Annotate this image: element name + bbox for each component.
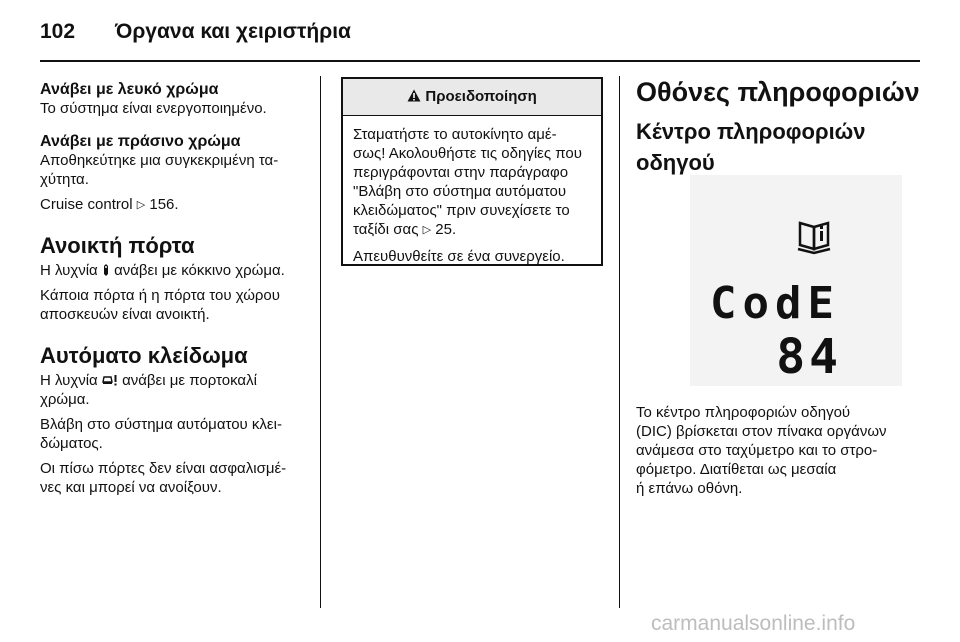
warning-line: κλειδώματος" πριν συνεχίσετε το — [353, 202, 570, 219]
auto-lock-lamp-pre: Η λυχνία — [40, 372, 98, 389]
cruise-control-ref-text: Cruise control — [40, 196, 133, 213]
warning-line: περιγράφονται στην παράγραφο — [353, 164, 569, 181]
cruise-control-ref-page: 156. — [149, 196, 179, 213]
reference-arrow-icon: ▷ — [136, 199, 146, 211]
green-light-heading: Ανάβει με πράσινο χρώμα — [40, 133, 241, 150]
cruise-control-ref[interactable] — [40, 195, 312, 216]
warning-last-line-text: ταξίδι σας — [353, 221, 419, 238]
open-door-lamp-pre: Η λυχνία — [40, 262, 98, 279]
warning-last-line[interactable] — [353, 220, 591, 241]
open-door-icon — [102, 262, 114, 279]
dic-display-image — [690, 175, 902, 386]
warning-body — [343, 116, 601, 266]
dic-line: Το κέντρο πληροφοριών οδηγού — [636, 404, 851, 421]
header-rule — [40, 60, 920, 62]
warning-triangle-icon — [407, 88, 425, 105]
white-light-text: Το σύστημα είναι ενεργοποιημένο. — [40, 100, 267, 117]
reference-arrow-icon: ▷ — [422, 224, 432, 236]
open-door-line2: αποσκευών είναι ανοικτή. — [40, 306, 210, 323]
warning-header — [343, 79, 601, 116]
info-displays-heading: Οθόνες πληροφοριών — [636, 77, 920, 107]
dic-line: ή επάνω οθόνη. — [636, 480, 743, 497]
page-number: 102 — [40, 20, 76, 43]
book-info-icon — [798, 223, 830, 253]
auto-lock-lamp-line2: χρώμα. — [40, 391, 90, 408]
open-door-line1: Κάποια πόρτα ή η πόρτα του χώρου — [40, 287, 280, 304]
dic-line: (DIC) βρίσκεται στον πίνακα οργάνων — [636, 423, 887, 440]
page-header — [40, 14, 920, 50]
open-door-lamp-post: ανάβει με κόκκινο χρώμα. — [114, 262, 285, 279]
watermark: carmanualsonline.info — [651, 612, 856, 635]
left-column — [40, 80, 312, 497]
dic-heading-line2: οδηγού — [636, 150, 715, 175]
dic-code-number: 84 — [776, 329, 842, 385]
dic-heading-line1: Κέντρο πληροφοριών — [636, 119, 866, 144]
right-column — [636, 76, 926, 178]
warning-title: Προειδοποίηση — [425, 88, 537, 105]
warning-box — [341, 77, 603, 266]
auto-lock-p2-line2: δώματος. — [40, 435, 103, 452]
column-divider-left — [320, 76, 321, 608]
open-door-heading: Ανοικτή πόρτα — [40, 233, 195, 258]
auto-lock-p3-line1: Οι πίσω πόρτες δεν είναι ασφαλισμέ- — [40, 460, 287, 477]
open-door-lamp-line — [40, 261, 312, 280]
auto-lock-lamp-post: ανάβει με πορτοκαλί — [122, 372, 257, 389]
warning-line: σως! Ακολουθήστε τις οδηγίες που — [353, 145, 582, 162]
green-light-line2: χύτητα. — [40, 171, 89, 188]
auto-lock-heading: Αυτόματο κλείδωμα — [40, 343, 248, 368]
dic-line: φόμετρο. Διατίθεται ως μεσαία — [636, 461, 837, 478]
page-title: Όργανα και χειριστήρια — [115, 20, 351, 43]
green-light-line1: Αποθηκεύτηκε μια συγκεκριμένη τα- — [40, 152, 279, 169]
dic-line: ανάμεσα στο ταχύμετρο και το στρο- — [636, 442, 878, 459]
dic-code-text: CodE — [710, 278, 840, 329]
dic-description — [636, 403, 926, 498]
auto-lock-icon — [102, 372, 122, 389]
column-divider-right — [619, 76, 620, 608]
white-light-heading: Ανάβει με λευκό χρώμα — [40, 81, 219, 98]
auto-lock-p2-line1: Βλάβη στο σύστημα αυτόματου κλει- — [40, 416, 282, 433]
warning-line: "Βλάβη στο σύστημα αυτόματου — [353, 183, 567, 200]
auto-lock-p3-line2: νες και μπορεί να ανοίξουν. — [40, 479, 222, 496]
warning-note: Απευθυνθείτε σε ένα συνεργείο. — [353, 248, 565, 265]
warning-line: Σταματήστε το αυτοκίνητο αμέ- — [353, 126, 557, 143]
auto-lock-lamp-line — [40, 371, 312, 390]
warning-ref-page: 25. — [435, 221, 457, 238]
